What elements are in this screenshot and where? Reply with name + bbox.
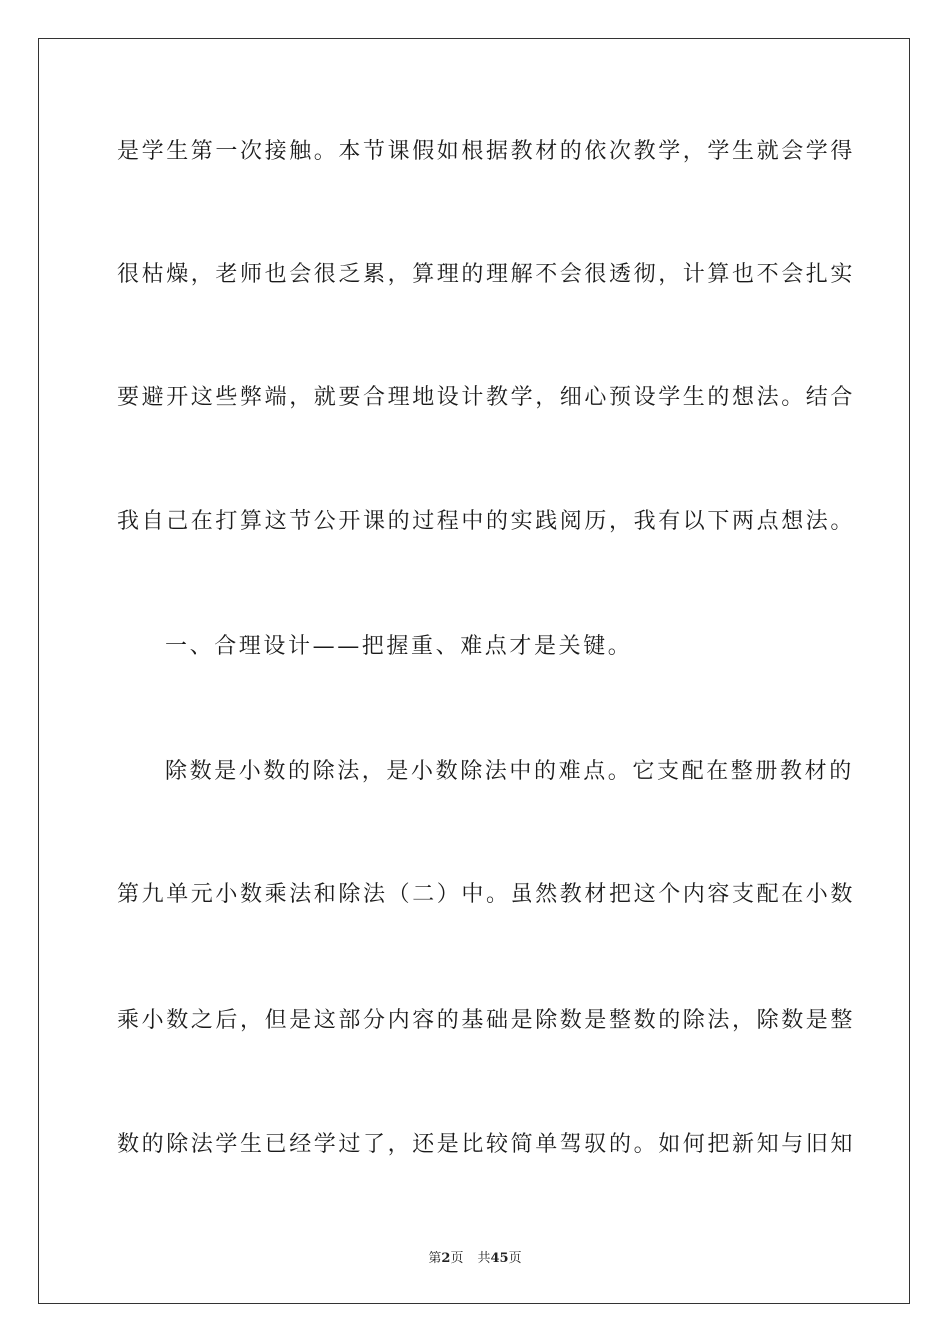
body-line-5: 除数是小数的除法，是小数除法中的难点。它支配在整册教材的 (165, 759, 854, 784)
body-line-6: 第九单元小数乘法和除法（二）中。虽然教材把这个内容支配在小数 (117, 882, 856, 907)
page-border (38, 38, 910, 1304)
section-heading: 一、合理设计——把握重、难点才是关键。 (165, 634, 633, 659)
page-suffix: 页 (450, 1251, 464, 1266)
body-line-8: 数的除法学生已经学过了，还是比较简单驾驭的。如何把新知与旧知 (117, 1132, 856, 1157)
total-prefix: 共 (477, 1251, 491, 1266)
total-pages: 45 (490, 1251, 509, 1266)
page-footer (0, 1247, 950, 1266)
body-line-1: 是学生第一次接触。本节课假如根据教材的依次教学，学生就会学得 (117, 139, 856, 164)
body-line-2: 很枯燥，老师也会很乏累，算理的理解不会很透彻，计算也不会扎实 (117, 262, 856, 287)
page-number: 2 (441, 1251, 451, 1266)
body-line-4: 我自己在打算这节公开课的过程中的实践阅历，我有以下两点想法。 (117, 509, 856, 534)
body-line-3: 要避开这些弊端，就要合理地设计教学，细心预设学生的想法。结合 (117, 385, 856, 410)
body-line-7: 乘小数之后，但是这部分内容的基础是除数是整数的除法，除数是整 (117, 1008, 856, 1033)
page-prefix: 第 (428, 1251, 442, 1266)
total-suffix: 页 (508, 1251, 522, 1266)
